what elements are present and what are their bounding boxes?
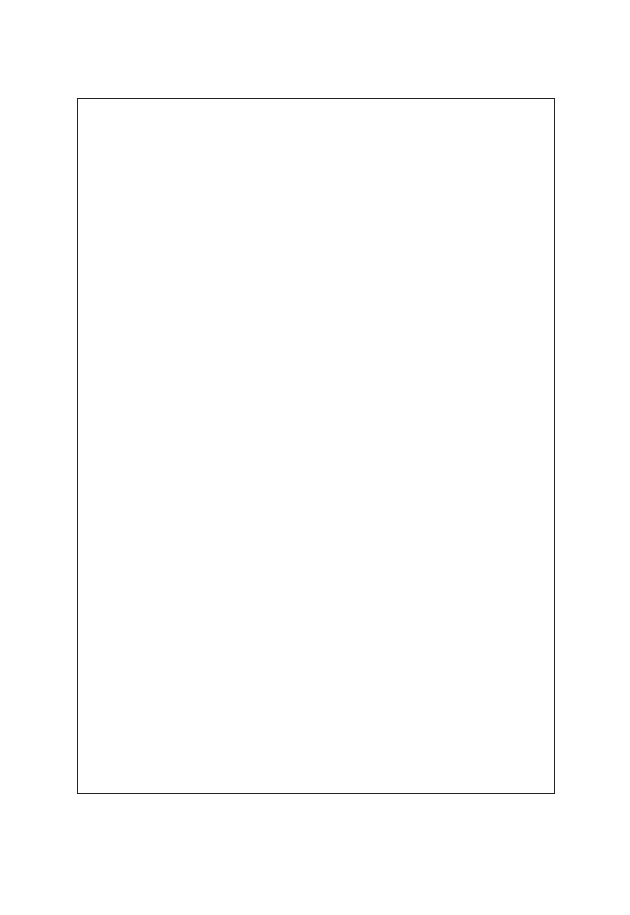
form-header bbox=[78, 99, 554, 232]
hearing-record-form bbox=[77, 98, 555, 794]
